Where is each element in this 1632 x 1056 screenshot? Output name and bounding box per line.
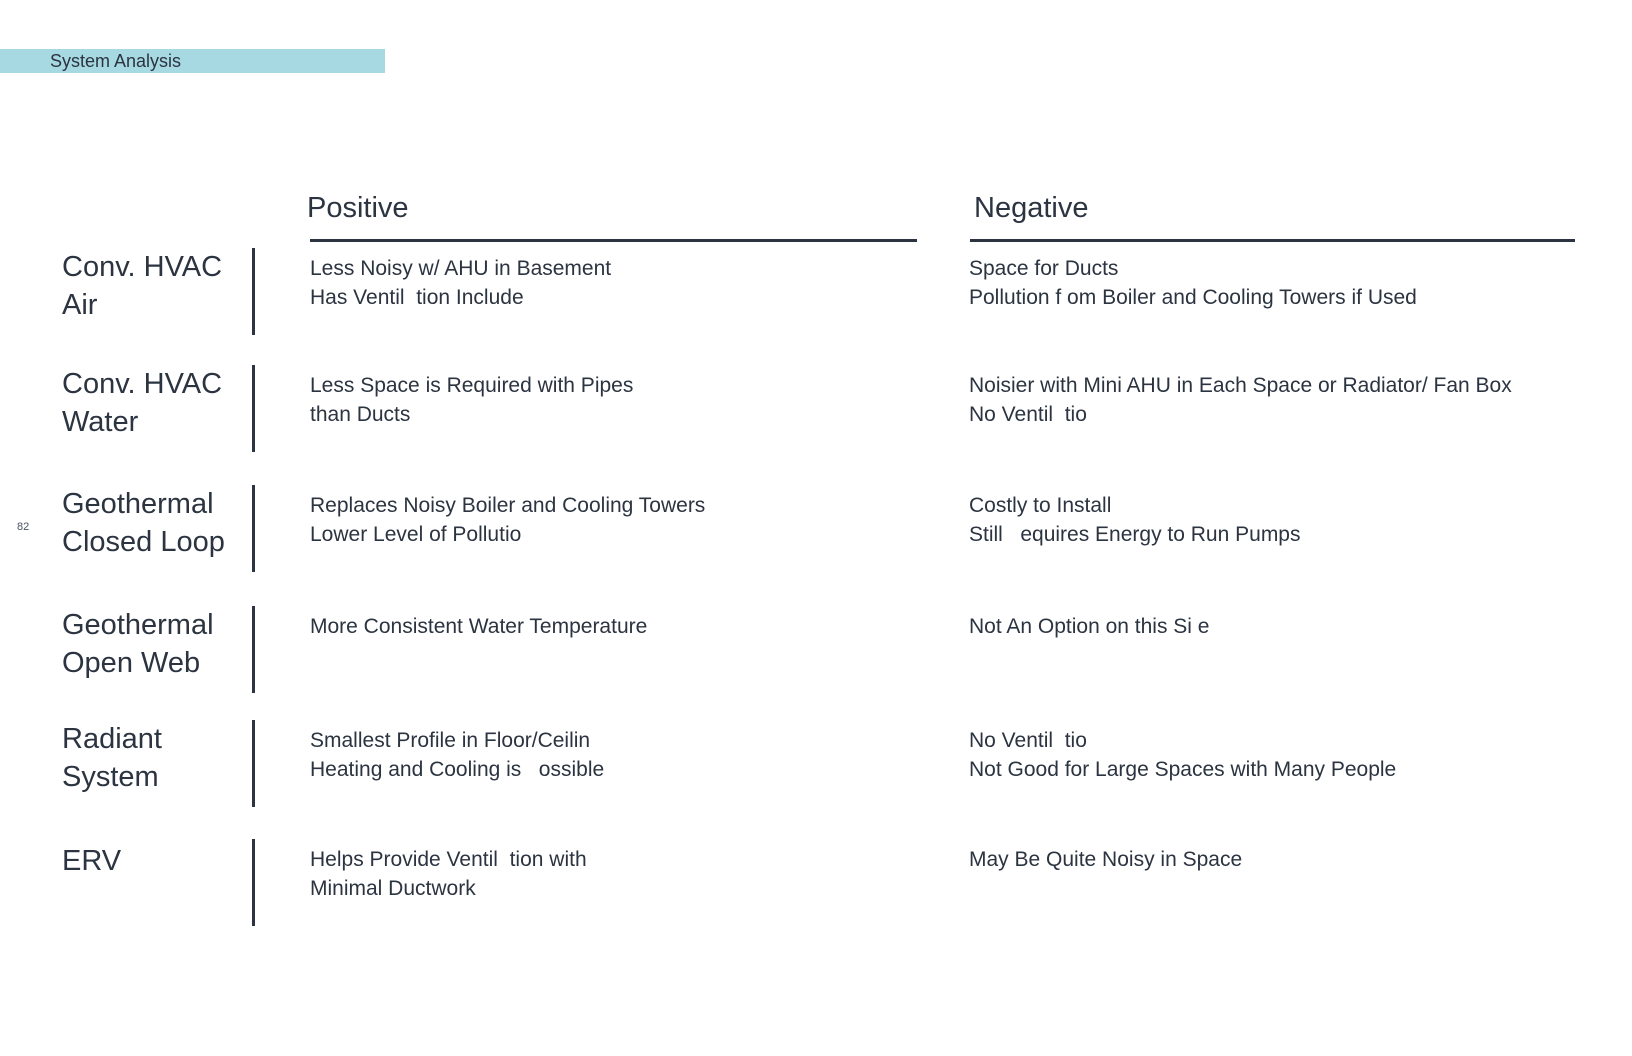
negative-points: Noisier with Mini AHU in Each Space or Radiator/ Fan Box No Ventil tio xyxy=(969,374,1512,426)
system-name: Geothermal Closed Loop xyxy=(62,488,225,558)
system-name: ERV xyxy=(62,845,122,877)
page-number: 82 xyxy=(17,521,30,533)
positive-points: Helps Provide Ventil tion with Minimal Ductwork xyxy=(310,848,587,900)
row-divider xyxy=(252,248,255,335)
system-name: Geothermal Open Web xyxy=(62,609,214,679)
system-name: Conv. HVAC Water xyxy=(62,368,223,438)
positive-column-heading: Positive xyxy=(307,192,409,224)
section-title: System Analysis xyxy=(50,51,182,71)
row-divider xyxy=(252,485,255,572)
row-divider xyxy=(252,606,255,693)
row-divider xyxy=(252,839,255,926)
positive-points: More Consistent Water Temperature xyxy=(310,615,648,638)
system-name: Conv. HVAC Air xyxy=(62,251,223,321)
negative-points: Not An Option on this Si e xyxy=(969,615,1210,638)
row-divider xyxy=(252,720,255,807)
negative-points: May Be Quite Noisy in Space xyxy=(969,848,1243,871)
section-header-bar xyxy=(0,49,385,73)
negative-points: Costly to Install Still equires Energy to Run Pumps xyxy=(969,494,1301,546)
positive-points: Replaces Noisy Boiler and Cooling Towers Lower Level of Pollutio xyxy=(310,494,706,546)
system-name: Radiant System xyxy=(62,723,162,793)
positive-points: Less Space is Required with Pipes than Ducts xyxy=(310,374,634,426)
negative-column-heading: Negative xyxy=(974,192,1089,224)
row-divider xyxy=(252,365,255,452)
negative-heading-rule xyxy=(970,239,1575,242)
positive-points: Less Noisy w/ AHU in Basement Has Ventil tion Include xyxy=(310,257,612,309)
negative-points: No Ventil tio Not Good for Large Spaces with Many People xyxy=(969,729,1397,781)
positive-heading-rule xyxy=(310,239,917,242)
positive-points: Smallest Profile in Floor/Ceilin Heating and Cooling is ossible xyxy=(310,729,605,781)
negative-points: Space for Ducts Pollution f om Boiler and Cooling Towers if Used xyxy=(969,257,1417,309)
